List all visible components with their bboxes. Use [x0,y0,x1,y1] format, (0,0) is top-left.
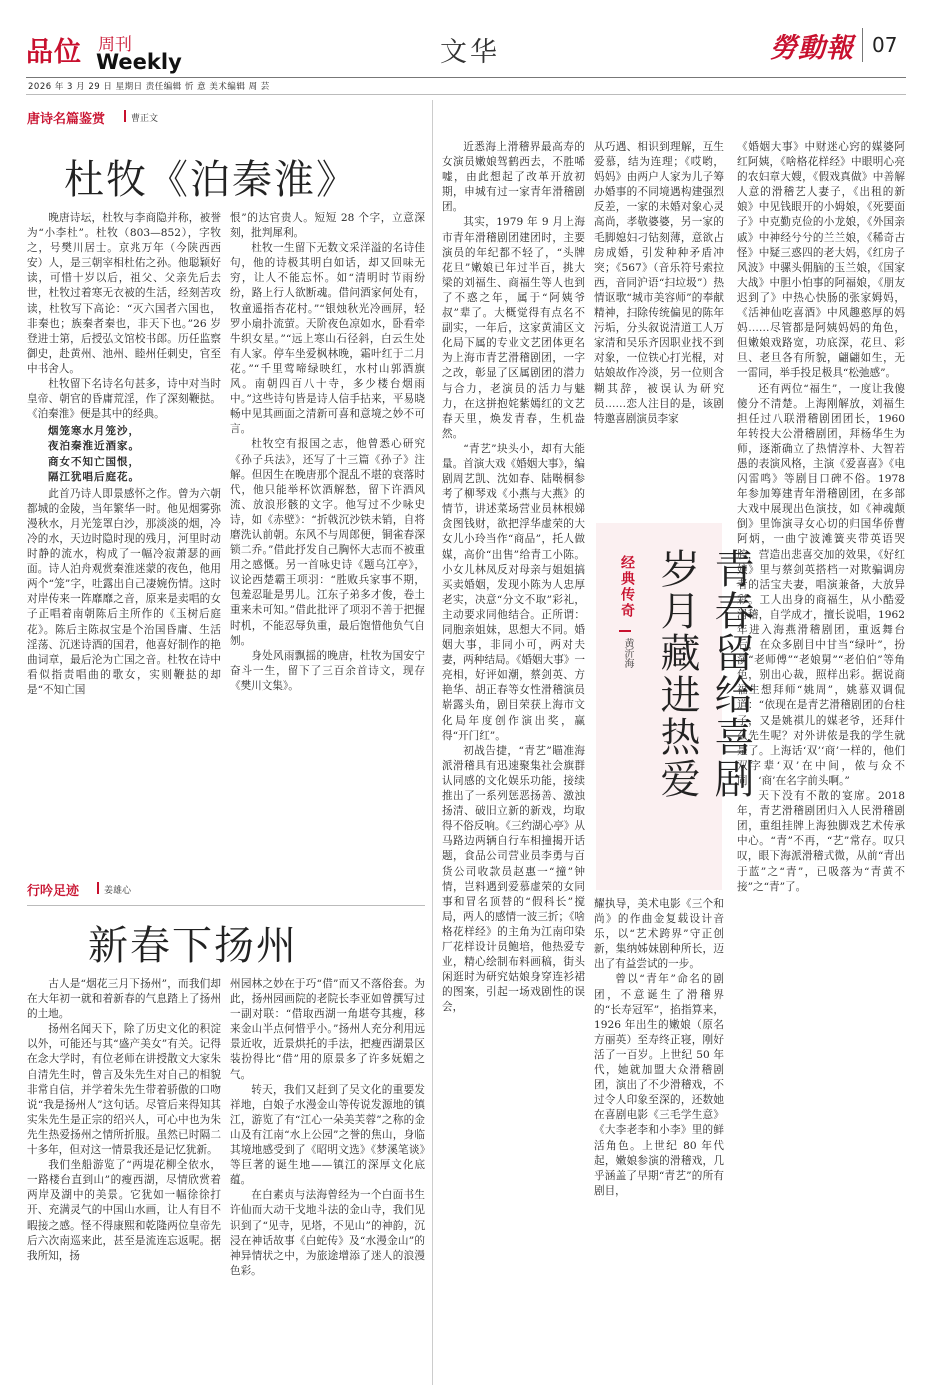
article3-title-line2: 岁月藏进热爱 [654,548,700,800]
paragraph: 我们坐船游览了“两堤花柳全依水，一路楼台直到山”的瘦西湖，尽情欣赏着两岸及湖中的美景。它犹如一幅徐徐打开、充满灵气的中国山水画，让人有目不暇接之感。怪不得康熙和乾隆两位皇帝先后六次南巡来此，甚至是流连忘返呢。据我所知，扬 [27,1159,221,1262]
column-divider [432,100,433,1385]
paragraph: 杜牧空有报国之志，他曾悉心研究《孙子兵法》，还写了十三篇《孙子》注解。但因生在晚唐那个混乱不堪的衰落时代，他只能举杯饮酒解愁，留下许酒风流、放浪形骸的文字。他写过不少咏史诗，如《赤壁》：“折戟沉沙铁未销，自将磨洗认前朝。东风不与周郎便，铜雀春深锁二乔。”借此抒发自己胸怀大志而不被重用之感慨。另一首咏史诗《题乌江亭》，议论西楚霸王项羽：“胜败兵家事不期，包羞忍耻是男儿。江东子弟多才俊，卷土重来未可知。”借此批评了项羽不善于把握时机，不能忍辱负重，最后饱惜他负气自刎。 [230,438,425,647]
paragraph: 此首乃诗人即景感怀之作。曾为六朝都城的金陵，当年繁华一时。他见烟雾弥漫秋水，月光笼罩白沙，那淡淡的烟，冷冷的水，天边时隐时现的残月，河里时动时静的流水，构成了一幅冷寂萧瑟的画面。诗人泊舟观赏秦淮迷蒙的夜色，他用两个“笼”字，吐露出自己凄婉伤情。这时对岸传来一阵靡靡之音，原来是卖唱的女子正唱着南朝陈后主所作的《玉树后庭花》。陈后主陈叔宝是个治国昏庸、生活淫荡、沉迷诗酒的国君，他喜好制作的艳曲词章，最后沦为亡国之音。杜牧在诗中看似指责唱曲的歌女，实则鞭挞的却是“不知亡国 [27,487,221,696]
article2-title: 新春下扬州 [88,923,298,969]
paragraph: 晚唐诗坛，杜牧与李商隐并称，被誉为“小李杜”。杜牧（803—852），字牧之，号樊川居士。京兆万年（今陕西西安）人，是三朝宰相杜佑之孙。他聪颖好读，可惜十岁以后，祖父、父亲先后去世，杜牧过着寒无衣被的生活，经刻苦攻读，杜牧写下高论：“灭六国者六国也，非秦也；族秦者秦也，非天下也。”26 岁登进士第，后授弘文馆校书郎。历任监察御史，赴黄州、池州、睦州任刺史，官至中书舍人。 [27,212,221,375]
issue-meta: 2026 年 3 月 29 日 星期日 责任编辑 忻 意 美术编辑 周 芸 [28,82,270,92]
article2-column-2 [230,977,425,1379]
paragraph: 恨”的达官贵人。短短 28 个字，立意深刻，批判犀利。 [230,212,425,240]
paragraph: 杜牧一生留下无数文采洋溢的名诗佳句，他的诗极其明白如话，却又回味无穷，让人不能忘怀。如“清明时节雨纷纷，路上行人欲断魂。借问酒家何处有，牧童遥指杏花村。”“银烛秋光冷画屏，轻罗小扇扑流萤。天阶夜色凉如水，卧看牵牛织女星。”“远上寒山石径斜，白云生处有人家。停车坐爱枫林晚，霜叶红于二月花。”“千里莺啼绿映红，水村山郭酒旗风。南朝四百八十寺，多少楼台烟雨中。”这些诗句皆是诗人信手拈来，平易晓畅中见其画面之清新可喜和意境之妙不可言。 [230,242,425,436]
article1-column-2 [230,211,425,901]
brand-weekly: Weekly [96,50,182,74]
article3-column-1 [442,140,585,1380]
article2-author: 姜雄心 [104,886,132,896]
paragraph: 天下没有不散的宴席。2018 年，青艺滑稽剧团归入人民滑稽剧团，重组挂牌上海独脚戏艺术传承中心。“青”不再，“艺”常存。叹只叹，眼下海派滑稽式微，从前“青出于蓝”之“青”，已吸落为“青黄不接”之“青”了。 [737,790,905,893]
section-name: 文华 [440,37,500,68]
paragraph: 其实，1979 年 9 月上海市青年滑稽剧团建团时，主要演员的年纪都不轻了，“头牌花旦”嫩娘已年过半百，挑大梁的刘福生、商福生等人也到了不惑之年，属于“阿姨爷叔”辈了。大概觉得有点名不副实，一年后，这家黄浦区文化局下属的专业文艺团体更名为上海市青艺滑稽剧团，一字之改，彰显了区属剧团的潜力与合力，老演员的活力与魅力，在这拼抱姹紫嫣红的文艺春天里，焕发青春，生机盎然。 [442,216,585,440]
article1-label-bar [124,110,126,122]
paragraph: 杜牧留下名诗名句甚多，诗中对当时皇帝、朝官的昏庸荒淫，作了深刻鞭挞。《泊秦淮》便是其中的经典。 [27,378,221,421]
newspaper-logo: 勞動報 [770,33,854,64]
article3-column-3 [737,140,905,1380]
article3-column-label: 经典传奇 [619,555,635,619]
article1-author: 曹正文 [131,114,159,124]
paragraph: 在白素贞与法海曾经为一个白面书生许仙而大动干戈地斗法的金山寺，我们见识到了“见寺，见塔，不见山”的神韵，沉浸在神话故事《白蛇传》及“水漫金山”的神异情状之中，为旅途增添了迷人的浪漫色彩。 [230,1189,425,1277]
article1-column-label: 唐诗名篇鉴赏 [27,112,106,127]
paragraph: 州园林之妙在于巧“借”而又不落俗套。为此，扬州园画院的老院长李亚如曾撰写过一副对联：“借取西湖一角堪夸其瘦，移来金山半点何惜乎小。”扬州人充分利用远景近收，近景烘托的手法，把瘦西湖景区装扮得比“借”用的原景多了许多妩媚之气。 [230,978,425,1081]
paragraph: 从巧遇、相识到理解，互生爱慕，结为连理；《哎哟，妈妈》由两户人家为儿子筹办婚事的不同境遇构建强烈反差，一家的未婚对象心灵高尚，孝敬婆婆，另一家的毛脚媳妇刁钻刻薄，意欲占房成婚，引发种种矛盾冲突；《567》（音乐符号索拉西，音同沪语“扫垃圾”）热情讴歌“城市美容师”的奉献精神，扫除传统偏见的陈年污垢，分头叙说清道工人万家清和吴乐齐因职业找不到对象，一位铁心打光棍，对姑娘故作冷淡，另一位则含糊其辞，被误认为研究员……恋人注目的是，该剧特邀喜剧演员李家 [594,141,724,425]
paragraph: 扬州名闻天下，除了历史文化的积淀以外，可能还与其“盛产美女”有关。记得在念大学时，有位老师在讲授散文大家朱自清先生时，曾言及朱先生对自己的相貌非常自信，并学着朱先生带着骄傲的口吻说“我是扬州人”这句话。尽管后来得知其实朱先生是正宗的绍兴人，可心中也为朱先生热爱扬州之情所折服。虽然已时隔二十多年，但对这一情景我还是记忆犹新。 [27,1023,221,1157]
article3-label-bar [619,630,631,632]
article3-title-line1: 青春留给喜剧 [708,548,754,800]
brand-logo-cn: 品位 [26,37,82,68]
article2-column-1 [27,977,221,1379]
brand-zhoukan: 周刊 [98,35,132,55]
paragraph: 初战告捷，“青艺”瞄准海派滑稽具有迅速聚集社会旗群认同感的文化娱乐功能，接续推出了一系列惩恶扬善、激浊扬清、破旧立新的新戏，均取得不俗反响。《三约湖心亭》从马路边两辆自行车相撞揭开话题，食品公司营业员李勇与百货公司收款员赵惠一“撞”钟情，岂料遇到爱慕虚荣的女同事和冒名顶替的“假科长”搅局，两人的感情一波三折；《啥格花样经》的主角为江南印染厂花样设计员鲍培，他热爱专业，精心绘制布料画稿，街头闲逛时为研究姑娘身穿连衫裙的图案，引起一场戏剧性的误会， [442,744,585,1014]
article2-column-label: 行吟足迹 [27,884,80,899]
poem-line: 夜泊秦淮近酒家。 [48,440,140,453]
poem-line: 烟笼寒水月笼沙， [48,425,140,438]
header-rule-bottom [26,94,906,95]
paragraph: 转天，我们又赶到了吴文化的重要发祥地，白娘子水漫金山等传说发源地的镇江，游览了有“江心一朵美芙蓉”之称的金山及有江南“水上公园”之誉的焦山，身临其境地感受到了《昭明文选》《梦溪笔谈》等巨著的诞生地——镇江的深厚文化底蕴。 [230,1083,425,1187]
paragraph: 曾以“青年”命名的剧团，不意诞生了滑稽界的“长寿冠军”，掐指算来，1926 年出生的嫩娘（原名方丽英）至寿终正寝，刚好活了一百岁。上世纪 50 年代，她就加盟大众滑稽剧团，演出了不少滑稽戏，不过令人印象至深的，还数她在喜剧电影《三毛学生意》《大李老李和小李》里的鲜活角色。上世纪 80 年代起，嫩娘参演的滑稽戏，几乎涵盖了早期“青艺”的所有剧目， [594,973,724,1197]
poem-line: 商女不知亡国恨， [48,455,140,468]
article1-column-1 [27,211,221,901]
header-rule [26,77,906,78]
article3-column-2 [594,140,724,515]
article1-title: 杜牧《泊秦淮》 [64,157,358,203]
article2-label-bar [97,882,99,894]
header-separator [862,28,863,62]
paragraph: 近悉海上滑稽界最高寿的女演员嫩娘驾鹤西去，不胜唏嘘，由此想起了改革开放初期，申城有过一家青年滑稽剧团。 [442,141,585,214]
paragraph: 耀执导，美术电影《三个和尚》的作曲金复载设计音乐，以“艺术跨界”守正创新，集纳姊妹剧种所长，迈出了有益尝试的一步。 [594,898,724,971]
paragraph: “青艺”块头小，却有大能量。首演大戏《婚姻大事》，编剧周艺凯、沈如春、陆啭桐参考了柳琴戏《小燕与大燕》的情节，讲述菜场营业员林根娣贪图钱财，欲把浮华虚荣的大女儿小玲当作“商品”，托人做媒，高价“出售”给青工小陈。小女儿林凤反对母亲与姐姐搞买卖婚姻，发现小陈为人忠厚老实，决意“分文不取”彩礼，主动要求同他结合。正所谓：同胞亲姐妹，思想大不同。婚姻大事，非同小可，两对夫妻，两种结局。《婚姻大事》一亮相，好评如潮，蔡剑英、方艳华、胡正春等女性滑稽演员崭露头角，剧目荣获上海市文化局年度创作演出奖，赢得“开门红”。 [442,442,585,742]
paragraph: 还有两位“福生”，一度让我傻傻分不清楚。上海刚解放，刘福生担任过八联滑稽剧团团长，1960 年转投大公滑稽剧团，拜杨华生为师，逐渐确立了热情淳朴、大智若愚的表演风格，主演《爱喜喜》《电闪雷鸣》等剧目口碑不俗。1978 年参加筹建青年滑稽剧团，在多部大戏中展现出色演技，如《神魂颠倒》里饰演寻女心切的归国华侨曹阿炳，一曲宁波滩簧夹带英语哭腔，营造出悲喜交加的效果，《好红娘》里与蔡剑英搭档一对欺骗调房者的活宝夫妻，唱演兼备，大放异彩。工人出身的商福生，从小酷爱滑稽，自学成才，擅长说唱，1962 年进入海燕滑稽剧团，重返舞台后，在众多剧目中甘当“绿叶”，扮演“老师傅”“老娘舅”“老伯伯”等角色，别出心裁，照样出彩。据说商福生想拜师“姚周”，姚慕双调侃道：“依现在是青艺滑稽剧团的台柱子，又是姚祺儿的媒老爷，还拜什么先生呢？对外讲侬是我的学生就是了。上海话‘双’‘商’一样的，他们双字辈‘双’在中间，侬与众不同，‘商’在名字前头啊。” [737,382,905,787]
paragraph: 身处风雨飘摇的晚唐，杜牧为国安宁奋斗一生，留下了三百余首诗文，现存《樊川文集》。 [230,649,425,692]
paragraph: 《婚姻大事》中财迷心窍的媒婆阿红阿姨，《啥格花样经》中眼明心亮的农妇章大嫂，《假戏真做》中善解人意的滑稽艺人妻子，《出租的新娘》中见钱眼开的小姆娘，《死要面子》中克勤克俭的小龙娘，《外国亲戚》中神经兮兮的兰兰娘，《稀奇古怪》中疑三惑四的老大妈，《红房子风波》中骡头佣脑的玉兰娘，《国家大战》中胆小怕事的阿福娘，《朋友迟到了》中热心快肠的张家姆妈，《活神仙吃喜酒》中风趣憨厚的妈妈……尽管都是阿姨妈妈的角色，但嫩娘戏路宽，功底深，花旦、彩旦、老旦各有所貌，翩翩如生，无一雷同，举手投足极具“松弛感”。 [737,141,905,380]
article-divider [27,905,425,906]
page-number: 07 [872,33,898,57]
article3-column-2b [594,897,724,1380]
poem [27,424,221,484]
article3-author: 黄沂海 [622,638,633,668]
paragraph: 古人是“烟花三月下扬州”，而我们却在大年初一就和着新春的气息踏上了扬州的土地。 [27,978,221,1021]
poem-line: 隔江犹唱后庭花。 [48,470,140,483]
